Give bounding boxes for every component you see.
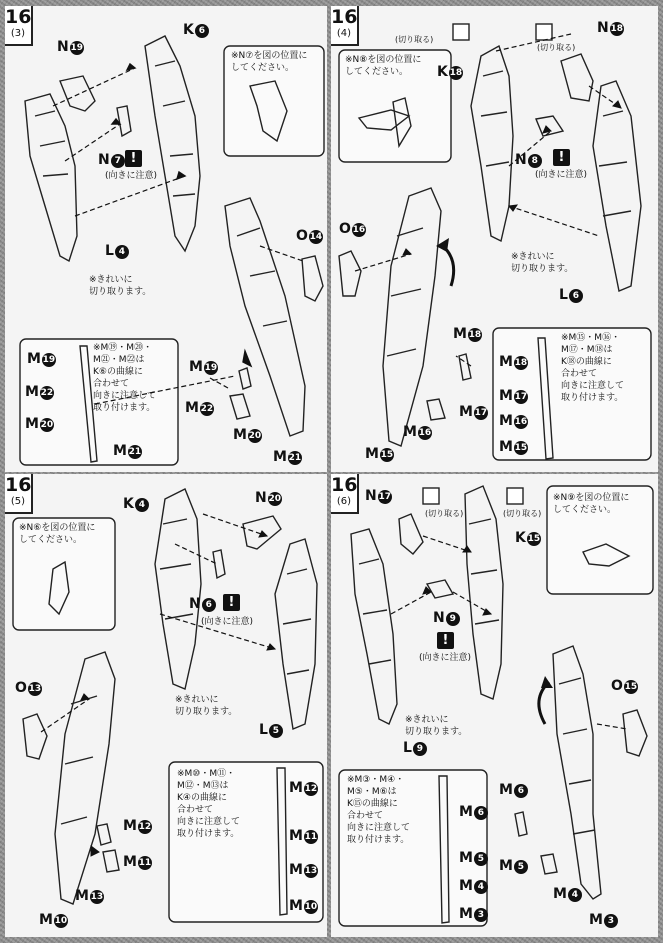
part-label-m3: M 3	[589, 912, 618, 928]
part-label-k6: K 6	[183, 22, 209, 38]
part-label-n17: N 17	[365, 488, 391, 504]
box-label-m12: M 12	[289, 780, 318, 796]
caution-note: (向きに注意)	[201, 617, 254, 627]
position-note: ※N⑥を図の位置に してください。	[19, 523, 96, 545]
part-label-l9: L 9	[403, 740, 427, 756]
box-label-m5: M 5	[459, 850, 488, 866]
box-label-m19: M 19	[27, 351, 56, 367]
cut-note-2: (切り取る)	[503, 509, 542, 518]
part-label-l6: L 6	[559, 287, 583, 303]
cut-note-2: (切り取る)	[537, 43, 576, 52]
clean-cut-note: ※きれいに 切り取ります。	[405, 715, 468, 737]
box-label-m6: M 6	[459, 804, 488, 820]
caution-note: (向きに注意)	[535, 170, 588, 180]
part-label-m13: M 13	[75, 888, 104, 904]
part-label-k4: K 4	[123, 496, 149, 512]
box-label-m22: M 22	[25, 384, 54, 400]
part-label-m20: M 20	[233, 427, 262, 443]
part-label-n7: N 7	[98, 152, 125, 168]
box-label-m16: M 16	[499, 413, 528, 429]
clean-cut-note: ※きれいに 切り取ります。	[175, 695, 238, 717]
position-note: ※N⑨を図の位置に してください。	[553, 493, 630, 515]
caution-icon: !	[437, 632, 454, 649]
mounting-note: ※M⑮・M⑯・ M⑰・M⑱は K⑱の曲線に 合わせて 向きに注意して 取り付けます。	[561, 333, 625, 403]
box-label-m17: M 17	[499, 388, 528, 404]
part-label-m15: M 15	[365, 446, 394, 462]
cut-note-1: (切り取る)	[425, 509, 464, 518]
part-label-m4: M 4	[553, 886, 582, 902]
step-number: 16 (4)	[331, 6, 359, 46]
part-label-m17: M 17	[459, 404, 488, 420]
part-label-o14: O 14	[296, 228, 323, 244]
box-label-m11: M 11	[289, 828, 318, 844]
part-label-m10: M 10	[39, 912, 68, 928]
step-16-6-diagram	[331, 474, 658, 937]
caution-icon: !	[223, 594, 240, 611]
part-label-o13: O 13	[15, 680, 42, 696]
step-number: 16 (3)	[5, 6, 33, 46]
position-note: ※N⑦を図の位置に してください。	[231, 51, 308, 73]
part-label-m11: M 11	[123, 854, 152, 870]
part-label-m19: M 19	[189, 359, 218, 375]
cut-note-1: (切り取る)	[395, 35, 434, 44]
part-label-n6: N 6	[189, 596, 216, 612]
part-label-m6: M 6	[499, 782, 528, 798]
clean-cut-note: ※きれいに 切り取ります。	[89, 275, 152, 297]
part-label-n8: N 8	[515, 152, 542, 168]
position-note: ※N⑧を図の位置に してください。	[345, 55, 422, 77]
caution-icon: !	[553, 149, 570, 166]
step-panel-16-5	[5, 474, 327, 937]
box-label-m21: M 21	[113, 443, 142, 459]
box-label-m15: M 15	[499, 439, 528, 455]
step-number: 16 (5)	[5, 474, 33, 514]
clean-cut-note: ※きれいに 切り取ります。	[511, 252, 574, 274]
mounting-note: ※M⑩・M⑪・ M⑫・M⑬は K④の曲線に 合わせて 向きに注意して 取り付けます。	[177, 769, 241, 839]
part-label-o16: O 16	[339, 221, 366, 237]
part-label-k18: K 18	[437, 64, 463, 80]
box-label-m18: M 18	[499, 354, 528, 370]
box-label-m20: M 20	[25, 416, 54, 432]
part-label-m22: M 22	[185, 400, 214, 416]
step-panel-16-3	[5, 6, 327, 472]
part-label-k15: K 15	[515, 530, 541, 546]
step-panel-16-6	[331, 474, 658, 937]
box-label-m3: M 3	[459, 906, 488, 922]
caution-icon: !	[125, 150, 142, 167]
mounting-note: ※M⑲・M⑳・ M㉑・M㉒は K⑥の曲線に 合わせて 向きに注意して 取り付けます。	[93, 343, 157, 413]
part-label-m12: M 12	[123, 818, 152, 834]
part-label-n9: N 9	[433, 610, 460, 626]
part-label-m18: M 18	[453, 326, 482, 342]
part-label-n19: N 19	[57, 39, 83, 55]
part-label-l4: L 4	[105, 243, 129, 259]
part-label-n20: N 20	[255, 490, 281, 506]
step-number: 16 (6)	[331, 474, 359, 514]
part-label-n18: N 18	[597, 20, 623, 36]
part-label-m16: M 16	[403, 424, 432, 440]
caution-note: (向きに注意)	[419, 653, 472, 663]
step-panel-16-4	[331, 6, 658, 472]
box-label-m4: M 4	[459, 878, 488, 894]
caution-note: (向きに注意)	[105, 171, 158, 181]
box-label-m13: M 13	[289, 862, 318, 878]
part-label-o15: O 15	[611, 678, 638, 694]
step-16-3-diagram	[5, 6, 327, 472]
mounting-note: ※M③・M④・ M⑤・M⑥は K⑮の曲線に 合わせて 向きに注意して 取り付けます。	[347, 775, 411, 845]
part-label-l5: L 5	[259, 722, 283, 738]
part-label-m21: M 21	[273, 449, 302, 465]
part-label-m5: M 5	[499, 858, 528, 874]
box-label-m10: M 10	[289, 898, 318, 914]
